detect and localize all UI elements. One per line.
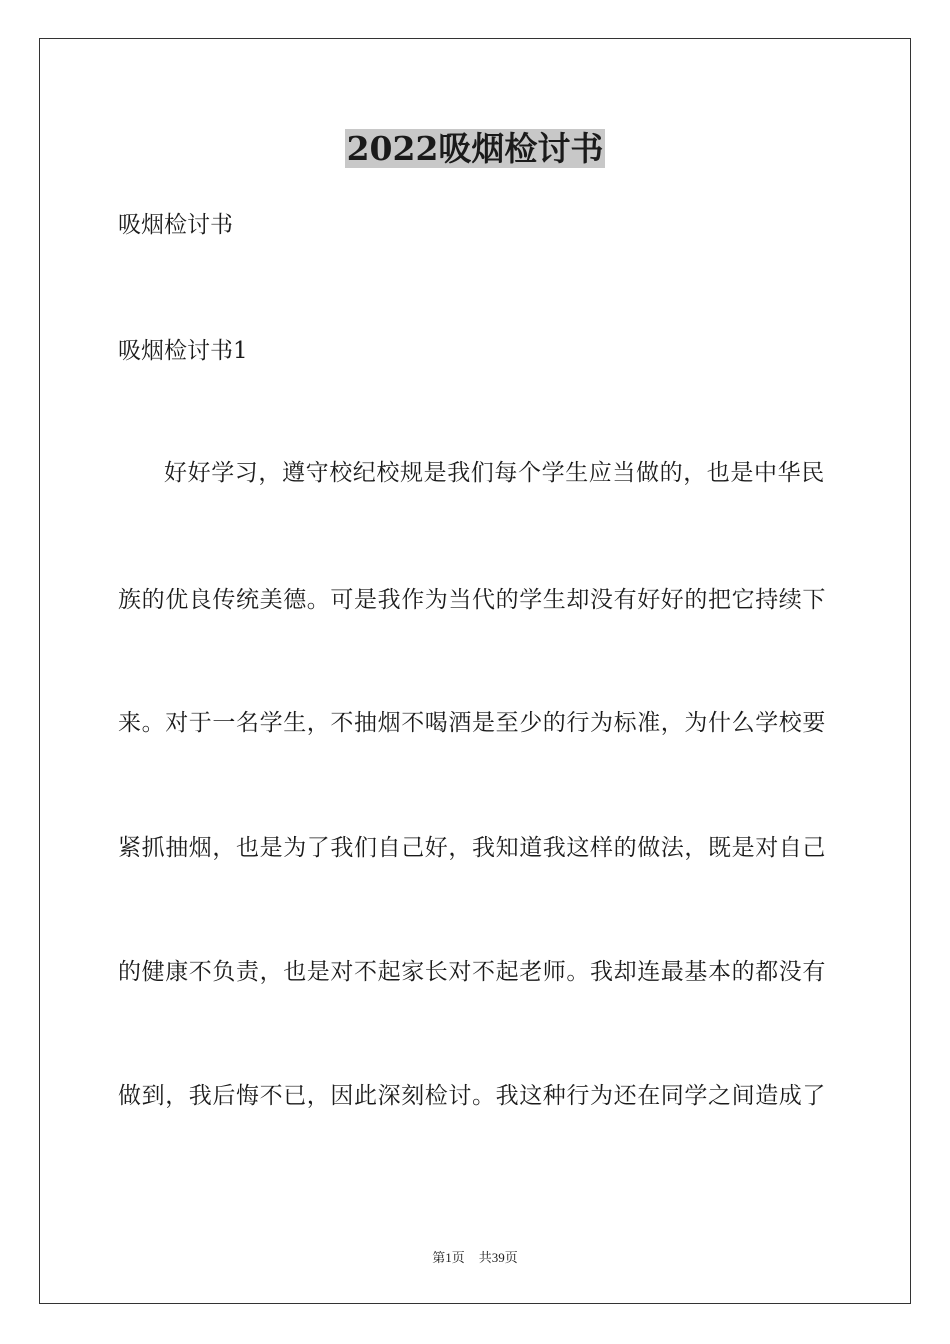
paragraph-line: 紧抓抽烟，也是为了我们自己好，我知道我这样的做法，既是对自己 — [118, 835, 826, 861]
document-title — [0, 126, 950, 172]
paragraph-line: 的健康不负责，也是对不起家长对不起老师。我却连最基本的都没有 — [118, 959, 826, 985]
paragraph-line: 好好学习，遵守校纪校规是我们每个学生应当做的，也是中华民 — [164, 460, 825, 486]
paragraph-line: 做到，我后悔不已，因此深刻检讨。我这种行为还在同学之间造成了 — [118, 1083, 826, 1109]
document-subheading: 吸烟检讨书 — [118, 212, 233, 238]
page-number: 第1页 — [432, 1250, 465, 1265]
paragraph-line: 族的优良传统美德。可是我作为当代的学生却没有好好的把它持续下 — [118, 587, 826, 613]
page-footer — [0, 1249, 950, 1267]
paragraph-line: 来。对于一名学生，不抽烟不喝酒是至少的行为标准，为什么学校要 — [118, 710, 826, 736]
section-heading: 吸烟检讨书1 — [118, 338, 248, 364]
document-title-text: 2022吸烟检讨书 — [346, 129, 604, 168]
page-total: 共39页 — [478, 1250, 518, 1265]
